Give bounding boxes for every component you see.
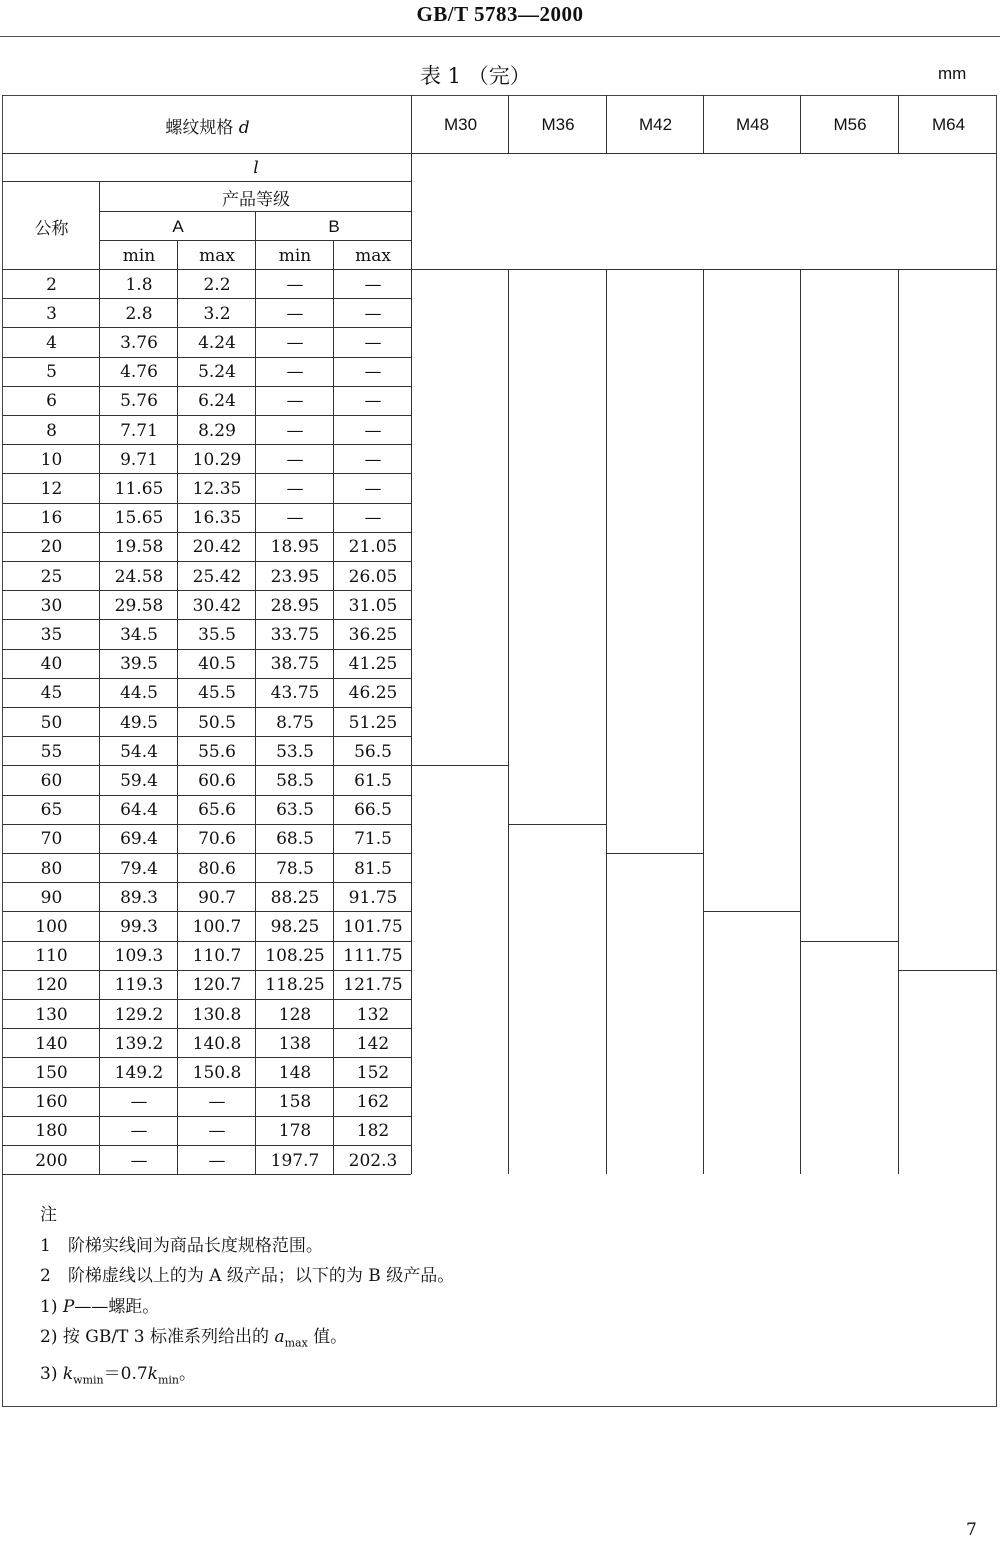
staircase-line: [898, 970, 997, 971]
cell-a-max: 90.7: [198, 887, 236, 908]
cell-b-max: —: [364, 274, 382, 295]
cell-a-min: 3.76: [120, 332, 158, 353]
cell-b-min: 18.95: [270, 537, 320, 558]
notes-section: [40, 1200, 454, 1396]
cell-b-min: —: [286, 508, 304, 529]
cell-a-min: 54.4: [120, 741, 158, 762]
footnote-1: 1) P——螺距。: [40, 1296, 160, 1317]
cell-b-max: 26.05: [348, 566, 398, 587]
staircase-line: [508, 824, 606, 825]
cell-b-min: 58.5: [276, 770, 314, 791]
cell-nominal: 12: [40, 478, 63, 499]
cell-nominal: 120: [35, 975, 68, 996]
cell-nominal: 55: [40, 741, 63, 762]
cell-nominal: 6: [46, 391, 57, 412]
cell-a-min: 129.2: [114, 1004, 164, 1025]
cell-nominal: 110: [35, 946, 68, 967]
table-caption: 表 1 （完）: [420, 64, 531, 88]
cell-b-min: 78.5: [276, 858, 314, 879]
size-column-divider: [508, 95, 509, 153]
cell-b-max: 31.05: [348, 595, 398, 616]
cell-a-max: 6.24: [198, 391, 236, 412]
cell-a-min: —: [130, 1092, 148, 1113]
size-column-divider: [703, 269, 704, 1174]
unit-label: mm: [938, 64, 967, 83]
cell-b-max: 81.5: [354, 858, 392, 879]
size-column-divider: [898, 269, 899, 1174]
cell-b-max: 51.25: [348, 712, 398, 733]
cell-b-min: 43.75: [270, 683, 320, 704]
cell-a-min: 29.58: [114, 595, 164, 616]
cell-b-min: —: [286, 449, 304, 470]
cell-nominal: 35: [40, 624, 63, 645]
cell-b-max: 202.3: [348, 1150, 398, 1171]
cell-a-max: —: [208, 1121, 226, 1142]
cell-b-max: 56.5: [354, 741, 392, 762]
cell-a-min: 109.3: [114, 946, 164, 967]
cell-nominal: 200: [35, 1150, 68, 1171]
cell-a-min: 34.5: [120, 624, 158, 645]
cell-nominal: 50: [40, 712, 63, 733]
cell-b-min: 197.7: [270, 1150, 320, 1171]
size-column-divider: [800, 269, 801, 1174]
page-number: 7: [966, 1520, 977, 1540]
cell-a-min: 44.5: [120, 683, 158, 704]
cell-a-min: —: [130, 1150, 148, 1171]
cell-nominal: 90: [40, 887, 63, 908]
cell-b-min: —: [286, 420, 304, 441]
l-header: l: [253, 158, 259, 178]
cell-a-max: 10.29: [192, 449, 242, 470]
cell-nominal: 100: [35, 916, 68, 937]
cell-b-min: 148: [278, 1062, 312, 1083]
cell-b-min: 28.95: [270, 595, 320, 616]
cell-a-min: 19.58: [114, 537, 164, 558]
cell-nominal: 20: [40, 537, 63, 558]
cell-nominal: 60: [40, 770, 63, 791]
cell-b-max: 101.75: [343, 916, 403, 937]
cell-nominal: 8: [46, 420, 57, 441]
thread-size-m36: M36: [541, 115, 575, 134]
cell-nominal: 80: [40, 858, 63, 879]
cell-a-max: 60.6: [198, 770, 236, 791]
size-column-divider: [606, 95, 607, 153]
cell-b-min: 178: [278, 1121, 312, 1142]
size-column-divider: [703, 95, 704, 153]
cell-b-max: 152: [356, 1062, 390, 1083]
cell-a-min: 15.65: [114, 508, 164, 529]
size-column-divider: [606, 269, 607, 1174]
cell-b-min: 158: [278, 1092, 312, 1113]
cell-b-max: 111.75: [343, 946, 403, 967]
cell-b-max: 182: [356, 1121, 390, 1142]
cell-nominal: 5: [46, 362, 57, 383]
cell-a-min: 64.4: [120, 800, 158, 821]
cell-a-max: 12.35: [192, 478, 242, 499]
cell-nominal: 150: [35, 1062, 68, 1083]
cell-b-min: —: [286, 332, 304, 353]
cell-b-min: 23.95: [270, 566, 320, 587]
cell-b-min: 8.75: [276, 712, 314, 733]
cell-b-max: 61.5: [354, 770, 392, 791]
grade-a-header: A: [172, 216, 184, 236]
cell-a-min: 4.76: [120, 362, 158, 383]
notes-title: 注: [40, 1205, 57, 1225]
cell-nominal: 10: [40, 449, 63, 470]
table-body-bottom: [2, 1174, 411, 1175]
thread-spec-header: [3, 96, 412, 154]
cell-b-max: —: [364, 303, 382, 324]
cell-b-max: 132: [356, 1004, 390, 1025]
cell-a-max: 2.2: [203, 274, 231, 295]
cell-b-max: 66.5: [354, 800, 392, 821]
thread-spec-label: 螺纹规格 d: [165, 117, 250, 138]
cell-a-min: 79.4: [120, 858, 158, 879]
footnote-3: 3) $k_{wmin}=0.7k_{min}$。: [40, 1363, 197, 1387]
cell-b-min: 38.75: [270, 654, 320, 675]
cell-b-min: 88.25: [270, 887, 320, 908]
cell-a-min: 59.4: [120, 770, 158, 791]
cell-a-max: 140.8: [192, 1033, 242, 1054]
cell-b-max: 41.25: [348, 654, 398, 675]
cell-a-max: 45.5: [198, 683, 236, 704]
staircase-line: [703, 911, 800, 912]
cell-b-min: —: [286, 478, 304, 499]
cell-nominal: 140: [35, 1033, 68, 1054]
cell-a-min: 139.2: [114, 1033, 164, 1054]
cell-b-max: —: [364, 449, 382, 470]
cell-nominal: 40: [40, 654, 63, 675]
cell-a-min: 7.71: [120, 420, 158, 441]
cell-b-min: —: [286, 391, 304, 412]
cell-b-max: 142: [356, 1033, 390, 1054]
cell-a-min: 149.2: [114, 1062, 164, 1083]
cell-a-max: 55.6: [198, 741, 236, 762]
cell-b-max: —: [364, 332, 382, 353]
cell-b-min: 118.25: [265, 975, 325, 996]
nominal-header: 公称: [34, 218, 69, 239]
footnote-2: 2) 按 GB/T 3 标准系列给出的 $a_{max}$ 值。: [40, 1327, 348, 1350]
cell-b-min: —: [286, 362, 304, 383]
cell-a-max: 80.6: [198, 858, 236, 879]
cell-a-min: 69.4: [120, 829, 158, 850]
cell-nominal: 160: [35, 1092, 68, 1113]
cell-a-max: 70.6: [198, 829, 236, 850]
staircase-line: [800, 941, 898, 942]
cell-a-min: 24.58: [114, 566, 164, 587]
cell-a-max: 3.2: [203, 303, 231, 324]
cell-b-max: —: [364, 362, 382, 383]
cell-b-max: 36.25: [348, 624, 398, 645]
thread-size-m64: M64: [931, 115, 966, 134]
cell-a-max: 120.7: [192, 975, 242, 996]
b-min-header: min: [278, 245, 312, 266]
grade-b-header: B: [328, 216, 340, 236]
cell-a-max: 25.42: [192, 566, 242, 587]
cell-b-max: —: [364, 420, 382, 441]
size-column-divider: [508, 269, 509, 1174]
cell-nominal: 2: [46, 274, 57, 295]
cell-b-max: 71.5: [354, 829, 392, 850]
size-column-divider: [800, 95, 801, 153]
cell-nominal: 130: [35, 1004, 68, 1025]
thread-size-m30: M30: [443, 115, 478, 134]
cell-a-max: 50.5: [198, 712, 236, 733]
thread-size-m42: M42: [638, 115, 673, 134]
cell-nominal: 180: [35, 1121, 68, 1142]
cell-a-max: 130.8: [192, 1004, 242, 1025]
cell-nominal: 45: [40, 683, 63, 704]
cell-b-max: —: [364, 508, 382, 529]
cell-b-max: 121.75: [343, 975, 403, 996]
cell-b-min: 63.5: [276, 800, 314, 821]
cell-b-min: —: [286, 303, 304, 324]
cell-b-max: 91.75: [348, 887, 398, 908]
cell-b-min: —: [286, 274, 304, 295]
cell-a-min: 9.71: [120, 449, 158, 470]
cell-a-min: 49.5: [120, 712, 158, 733]
a-min-header: min: [122, 245, 156, 266]
cell-b-min: 98.25: [270, 916, 320, 937]
cell-a-max: 100.7: [192, 916, 242, 937]
cell-a-max: 8.29: [198, 420, 236, 441]
cell-a-max: 40.5: [198, 654, 236, 675]
cell-a-max: 30.42: [192, 595, 242, 616]
b-max-header: max: [355, 245, 391, 266]
cell-a-max: 110.7: [192, 946, 242, 967]
cell-a-max: 150.8: [192, 1062, 242, 1083]
thread-size-m56: M56: [833, 115, 867, 134]
cell-b-max: —: [364, 391, 382, 412]
cell-a-min: 1.8: [125, 274, 153, 295]
standard-number: GB/T 5783—2000: [416, 2, 584, 26]
cell-b-max: 46.25: [348, 683, 398, 704]
note-2: 2 阶梯虚线以上的为 A 级产品；以下的为 B 级产品。: [40, 1266, 455, 1286]
cell-nominal: 70: [40, 829, 63, 850]
cell-nominal: 30: [40, 595, 63, 616]
staircase-line: [411, 765, 508, 766]
cell-a-min: 89.3: [120, 887, 158, 908]
staircase-line: [508, 765, 509, 794]
cell-a-min: 5.76: [120, 391, 158, 412]
cell-b-min: 68.5: [276, 829, 314, 850]
cell-nominal: 3: [46, 303, 57, 324]
page-header: [0, 0, 1000, 37]
cell-a-min: —: [130, 1121, 148, 1142]
cell-b-min: 53.5: [276, 741, 314, 762]
cell-a-min: 39.5: [120, 654, 158, 675]
cell-b-max: 21.05: [348, 537, 398, 558]
cell-a-max: —: [208, 1150, 226, 1171]
cell-a-min: 2.8: [125, 303, 153, 324]
a-max-header: max: [199, 245, 235, 266]
staircase-line: [606, 824, 607, 853]
cell-a-max: 16.35: [192, 508, 242, 529]
note-1: 1 阶梯实线间为商品长度规格范围。: [40, 1235, 323, 1256]
cell-nominal: 4: [46, 332, 57, 353]
thread-size-m48: M48: [735, 115, 770, 134]
cell-a-max: —: [208, 1092, 226, 1113]
cell-nominal: 16: [40, 508, 63, 529]
cell-a-min: 11.65: [114, 478, 164, 499]
cell-b-max: —: [364, 478, 382, 499]
cell-b-min: 33.75: [270, 624, 320, 645]
cell-b-min: 108.25: [265, 946, 325, 967]
cell-nominal: 65: [40, 800, 63, 821]
cell-b-min: 128: [278, 1004, 312, 1025]
cell-a-min: 119.3: [114, 975, 164, 996]
cell-a-max: 65.6: [198, 800, 236, 821]
size-column-divider: [898, 95, 899, 153]
cell-a-min: 99.3: [120, 916, 158, 937]
cell-a-max: 35.5: [198, 624, 236, 645]
cell-nominal: 25: [40, 566, 63, 587]
cell-a-max: 20.42: [192, 537, 242, 558]
staircase-line: [606, 853, 703, 854]
cell-b-min: 138: [278, 1033, 312, 1054]
cell-a-max: 4.24: [198, 332, 236, 353]
cell-b-max: 162: [356, 1092, 390, 1113]
cell-a-max: 5.24: [198, 362, 236, 383]
grade-header: 产品等级: [222, 189, 290, 210]
